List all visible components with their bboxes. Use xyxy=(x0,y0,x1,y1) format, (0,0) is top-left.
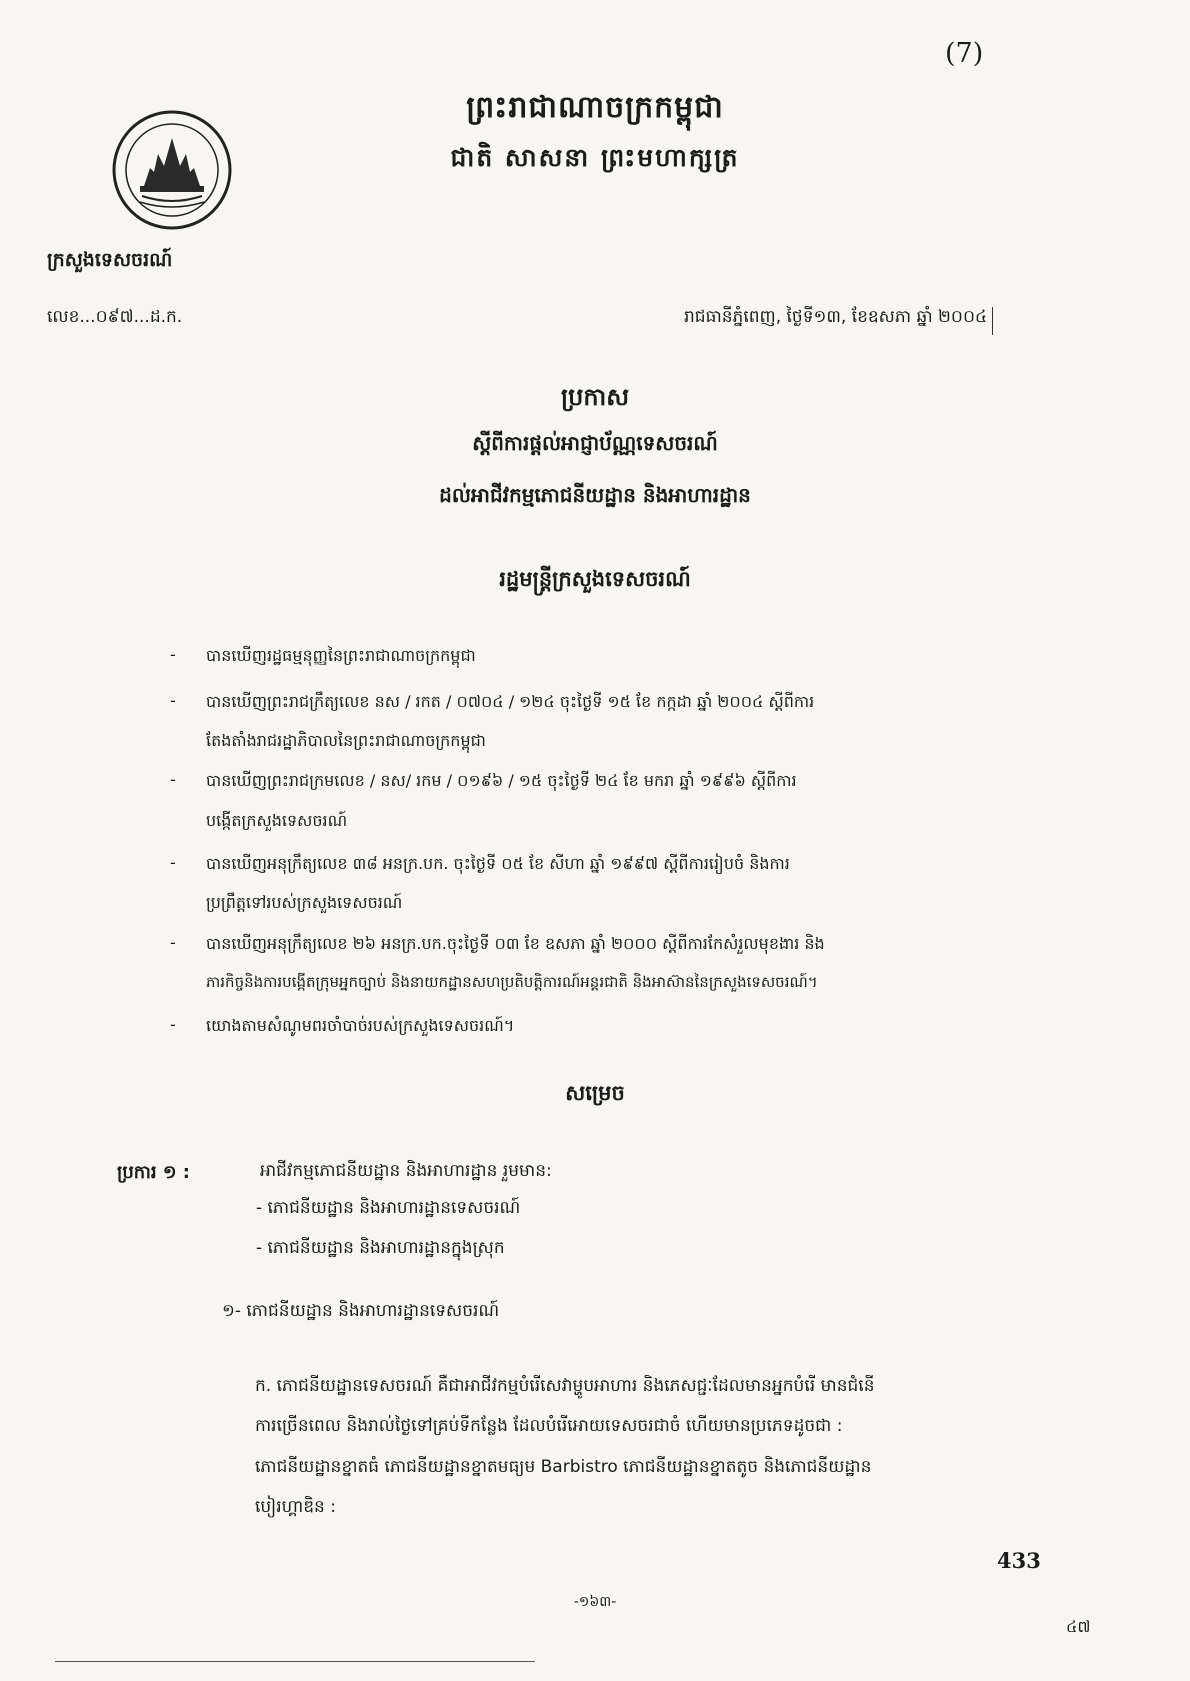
bottom-rule xyxy=(55,1661,535,1662)
article-label: ប្រការ ១ : xyxy=(117,1162,190,1183)
article-text: អាជីវកម្មភោជនីយដ្ឋាន និងអាហារដ្ឋាន រួមមាន: xyxy=(260,1161,552,1181)
document-type-title: ប្រកាស xyxy=(560,383,630,411)
paragraph-line: ការច្រើនពេល និងរាល់ថ្ងៃទៅគ្រប់ទីកន្លែង ដែលបំរើអោយទេសចរជាចំ ហើយមានប្រភេទដូចជា : xyxy=(255,1416,843,1436)
reference-number: លេខ...០៩៧...ដ.ក. xyxy=(47,307,183,327)
document-page: (7) ព្រះរាជាណាចក្រកម្ពុជា ជាតិ សាសនា ព្រះមហាក្សត្រ ក្រសួងទេសចរណ៍ លេខ...០៩៧...ដ.ក. រាជធានីភ្នំពេញ, ថ្ងៃទី១៣, ខែឧសភា ឆ្នាំ ២០០៤ ប្រកាស ស្តីពីការផ្តល់អាជ្ញាប័ណ្ណទេសចរណ៍ ដល់អាជីវកម្មភោជនីយដ្ឋាន និងអាហារដ្ឋាន រដ្ឋមន្ត្រីក្រសួងទេសចរណ៍ - បានឃើញរដ្ឋធម្មនុញ្ញនៃព្រះរាជាណាចក្រកម្ពុជា - បានឃើញព្រះរាជក្រឹត្យលេខ នស / រកត / ០៧០៤ / ១២៤ ចុះថ្ងៃទី ១៥ ខែ កក្កដា ឆ្នាំ ២០០៤ ស្តីពីការ តែងតាំងរាជរដ្ឋាភិបាលនៃព្រះរាជាណាចក្រកម្ពុជា - បានឃើញព្រះរាជក្រមលេខ / នស/ រកម / ០១៩៦ / ១៥ ចុះថ្ងៃទី ២៤ ខែ មករា ឆ្នាំ ១៩៩៦ ស្តីពីការ បង្កើតក្រសួងទេសចរណ៍ - បានឃើញអនុក្រឹត្យលេខ ៣៨ អនក្រ.បក. ចុះថ្ងៃទី ០៥ ខែ សីហា ឆ្នាំ ១៩៩៧ ស្តីពីការរៀបចំ និងការ ប្រព្រឹត្តទៅរបស់ក្រសួងទេសចរណ៍ - បានឃើញអនុក្រឹត្យលេខ ២៦ អនក្រ.បក.ចុះថ្ងៃទី ០៣ ខែ ឧសភា ឆ្នាំ ២០០០ ស្តីពីការកែសំរួលមុខងារ និង ភារកិច្ចនិងការបង្កើតក្រុមអ្នកច្បាប់ និងនាយកដ្ឋានសហប្រតិបត្តិការណ៍អន្តរជាតិ និងអាស៊ាននៃក្រសួងទេសចរណ៍។ - យោងតាមសំណូមពរចាំបាច់របស់ក្រសួងទេសចរណ៍។ សម្រេច ប្រការ ១ : អាជីវកម្មភោជនីយដ្ឋាន និងអាហារដ្ឋាន រួមមាន: - ភោជនីយដ្ឋាន និងអាហារដ្ឋានទេសចរណ៍ - ភោជនីយដ្ឋាន និងអាហារដ្ឋានក្នុងស្រុក ១- ភោជនីយដ្ឋាន និងអាហារដ្ឋានទេសចរណ៍ ក. ភោជនីយដ្ឋានទេសចរណ៍ គឺជាអាជីវកម្មបំរើសេវាម្ហូបអាហារ និងភេសជ្ជៈដែលមានអ្នកបំរើ មានជំនើ ការច្រើនពេល និងរាល់ថ្ងៃទៅគ្រប់ទីកន្លែង ដែលបំរើអោយទេសចរជាចំ ហើយមានប្រភេទដូចជា : ភោជនីយដ្ឋានខ្នាតធំ ភោជនីយដ្ឋានខ្នាតមធ្យម Barbistro ភោជនីយដ្ឋានខ្នាតតូច និងភោជនីយដ្ឋាន បៀរហ្គាឌិន : 433 -១៦៣- ៤៧ xyxy=(0,0,1190,1681)
section-heading: ១- ភោជនីយដ្ឋាន និងអាហារដ្ឋានទេសចរណ៍ xyxy=(222,1301,500,1321)
preamble-item-continuation: តែងតាំងរាជរដ្ឋាភិបាលនៃព្រះរាជាណាចក្រកម្ពុជា xyxy=(206,731,486,750)
bottom-page-number: -១៦៣- xyxy=(573,1594,617,1610)
ministry-name: ក្រសួងទេសចរណ៍ xyxy=(47,249,173,271)
article-subitem: - ភោជនីយដ្ឋាន និងអាហារដ្ឋានក្នុងស្រុក xyxy=(256,1238,505,1258)
paragraph-line: ក. ភោជនីយដ្ឋានទេសចរណ៍ គឺជាអាជីវកម្មបំរើសេវាម្ហូបអាហារ និងភេសជ្ជៈដែលមានអ្នកបំរើ មានជំនើ xyxy=(255,1376,875,1396)
document-number: (7) xyxy=(945,38,984,69)
page-number: 433 xyxy=(997,1548,1041,1573)
preamble-item-continuation: ភារកិច្ចនិងការបង្កើតក្រុមអ្នកច្បាប់ និងនាយកដ្ឋានសហប្រតិបត្តិការណ៍អន្តរជាតិ និងអាស៊ាននៃក្រសួងទេសចរណ៍។ xyxy=(206,973,818,991)
signature-mark xyxy=(992,307,993,335)
corner-mark: ៤៧ xyxy=(1066,1617,1091,1636)
paragraph-line: ភោជនីយដ្ឋានខ្នាតធំ ភោជនីយដ្ឋានខ្នាតមធ្យម Barbistro ភោជនីយដ្ឋានខ្នាតតូច និងភោជនីយដ្ឋាន xyxy=(255,1457,872,1477)
subject-line-2: ដល់អាជីវកម្មភោជនីយដ្ឋាន និងអាហារដ្ឋាន xyxy=(439,483,751,507)
document-date: រាជធានីភ្នំពេញ, ថ្ងៃទី១៣, ខែឧសភា ឆ្នាំ ២០០៤ xyxy=(684,307,988,327)
preamble-item-continuation: ប្រព្រឹត្តទៅរបស់ក្រសួងទេសចរណ៍ xyxy=(206,893,403,912)
preamble-item-continuation: បង្កើតក្រសួងទេសចរណ៍ xyxy=(206,811,348,830)
issuing-authority: រដ្ឋមន្ត្រីក្រសួងទេសចរណ៍ xyxy=(499,567,691,591)
decision-heading: សម្រេច xyxy=(565,1081,625,1105)
article-subitem: - ភោជនីយដ្ឋាន និងអាហារដ្ឋានទេសចរណ៍ xyxy=(256,1198,521,1218)
paragraph-line: បៀរហ្គាឌិន : xyxy=(255,1497,336,1517)
national-motto: ជាតិ សាសនា ព្រះមហាក្សត្រ xyxy=(450,143,740,172)
kingdom-heading: ព្រះរាជាណាចក្រកម្ពុជា xyxy=(466,90,724,125)
subject-line-1: ស្តីពីការផ្តល់អាជ្ញាប័ណ្ណទេសចរណ៍ xyxy=(472,431,718,455)
